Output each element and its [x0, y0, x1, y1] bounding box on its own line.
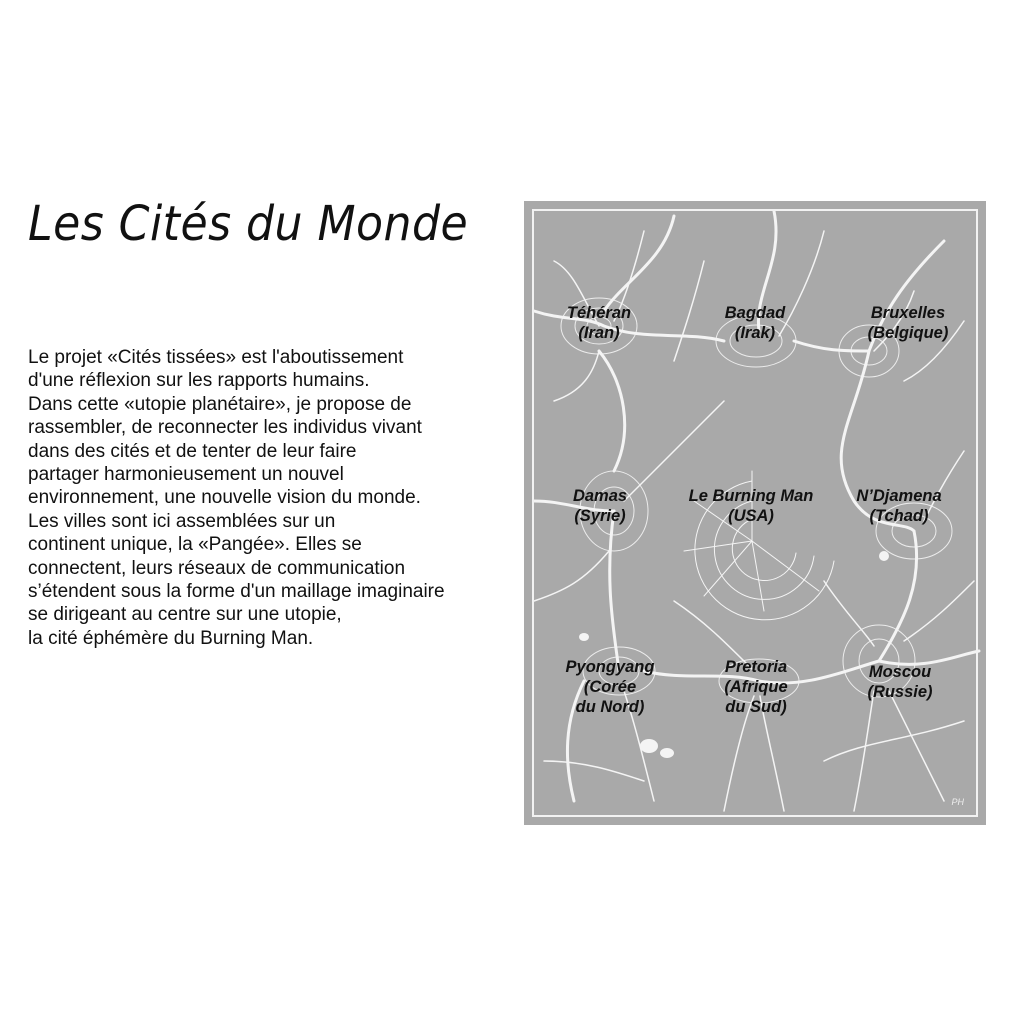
city-label-pyongyang [566, 657, 655, 717]
description-line: rassembler, de reconnecter les individus vivant [28, 417, 422, 439]
city-country: (Irak) [734, 324, 776, 342]
description-line: partager harmonieusement un nouvel [28, 464, 344, 486]
city-name: Pyongyang [565, 658, 655, 676]
description-line: connectent, leurs réseaux de communication [28, 557, 406, 579]
city-name: N’Djamena [856, 487, 942, 505]
city-label-burning-man [689, 486, 814, 526]
city-label-bagdad [725, 303, 786, 343]
city-country: (Corée [583, 678, 637, 696]
artist-signature: PH [951, 797, 964, 807]
description-line: Les villes sont ici assemblées sur un [28, 510, 336, 532]
city-name: Damas [572, 487, 628, 505]
city-country: (Belgique) [867, 324, 949, 342]
page-title: Les Cités du Monde [28, 196, 469, 252]
city-country: (Syrie) [574, 507, 626, 525]
city-label-teheran [567, 303, 631, 343]
city-country: (USA) [728, 507, 774, 525]
city-country: du Sud) [725, 698, 787, 716]
city-label-damas [573, 486, 627, 526]
city-name: Moscou [868, 663, 932, 681]
description-line: se dirigeant au centre sur une utopie, [28, 604, 342, 626]
city-country: (Iran) [578, 324, 620, 342]
description-line: Le projet «Cités tissées» est l'aboutissement [28, 347, 404, 368]
city-label-pretoria [724, 657, 787, 717]
city-label-moscou [867, 662, 932, 702]
city-name: Pretoria [724, 658, 788, 676]
city-country: (Afrique [724, 678, 788, 696]
city-name: Le Burning Man [688, 487, 814, 505]
woven-cities-map [524, 201, 986, 825]
description-line: environnement, une nouvelle vision du monde. [28, 487, 421, 509]
city-country: (Tchad) [869, 507, 929, 525]
description-line: s’étendent sous la forme d'un maillage imaginaire [28, 581, 445, 603]
city-name: Bruxelles [870, 304, 946, 322]
description-line: la cité éphémère du Burning Man. [28, 627, 314, 649]
city-name: Téhéran [566, 304, 632, 322]
description-line: Dans cette «utopie planétaire», je propose de [28, 393, 412, 415]
description-line: d'une réflexion sur les rapports humains. [28, 370, 370, 392]
city-label-ndjamena [856, 486, 941, 526]
city-country: du Nord) [575, 698, 645, 716]
city-country: (Russie) [867, 683, 933, 701]
description-line: dans des cités et de tenter de leur faire [28, 440, 357, 462]
city-name: Bagdad [724, 304, 786, 322]
city-label-bruxelles [868, 303, 949, 343]
description-paragraph [28, 346, 508, 650]
description-line: continent unique, la «Pangée». Elles se [28, 534, 362, 556]
